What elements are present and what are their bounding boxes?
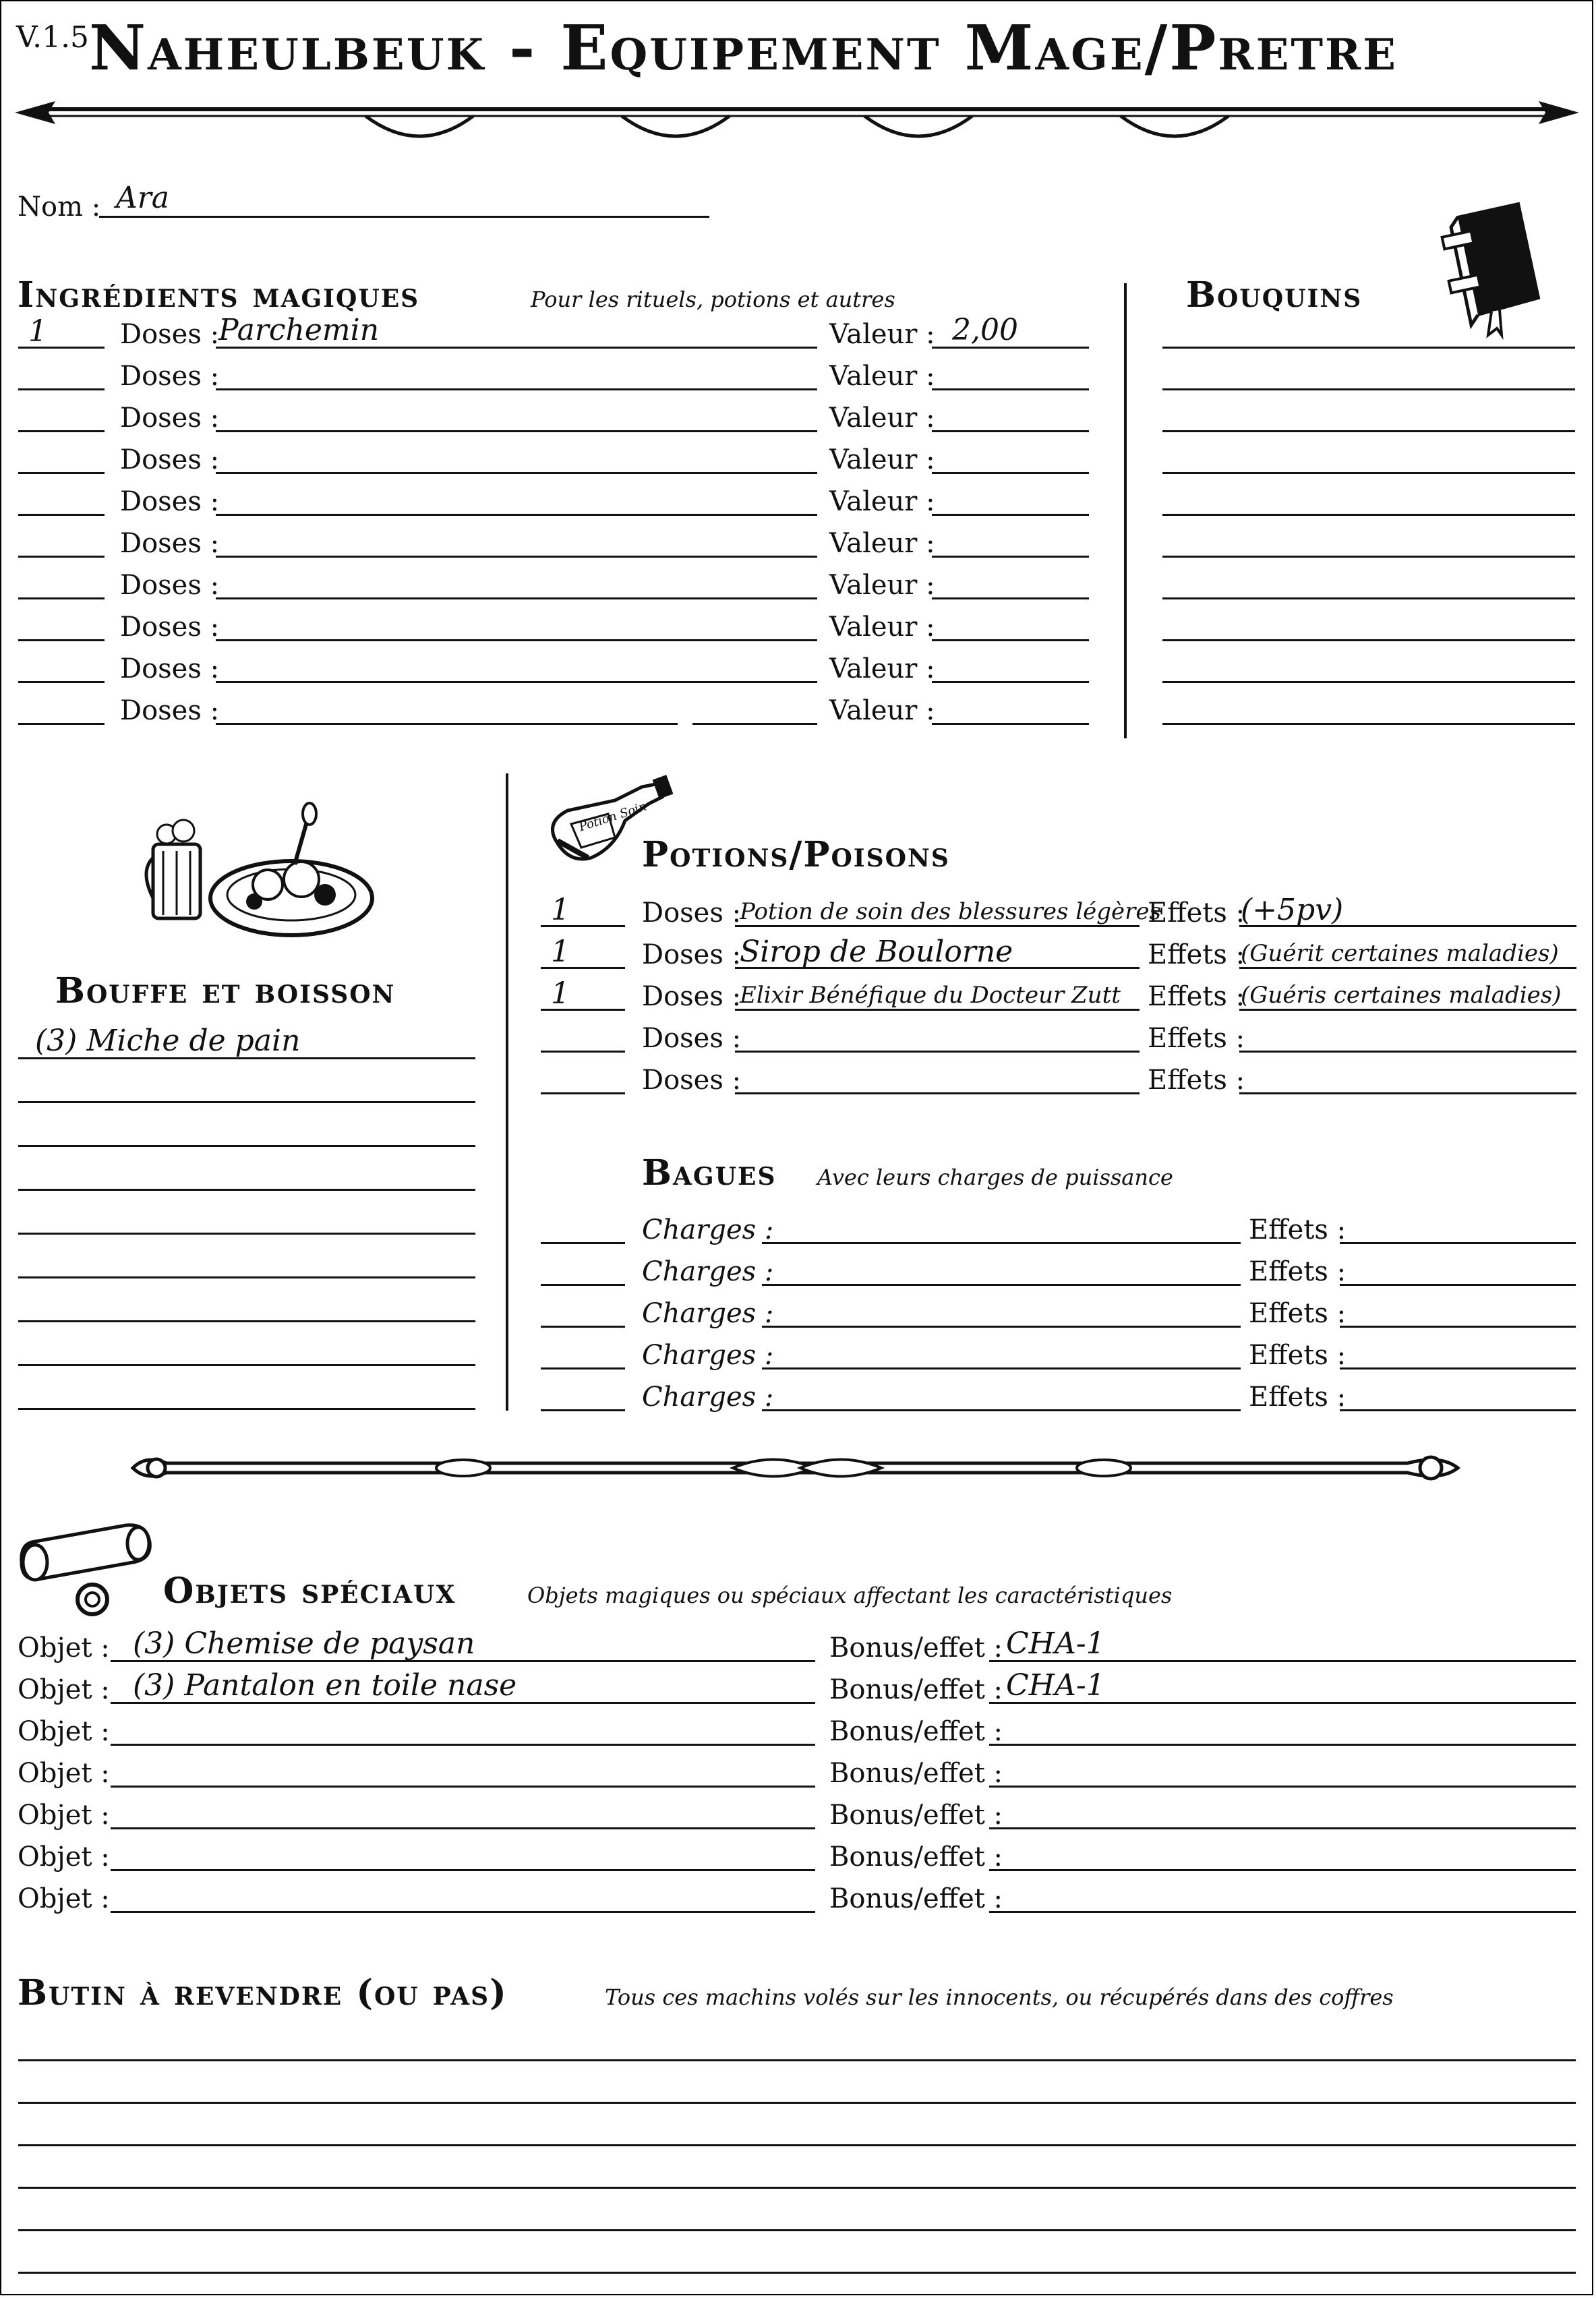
objet-name[interactable]: (3) Pantalon en toile nase bbox=[133, 1668, 517, 1703]
ingredient-valeur-label: Valeur : bbox=[829, 528, 935, 559]
bague-charges-label: Charges : bbox=[642, 1298, 774, 1329]
ingredient-valeur-label: Valeur : bbox=[829, 570, 935, 601]
ingredients-heading: Ingrédients magiques bbox=[18, 274, 420, 316]
bouffe-line[interactable] bbox=[18, 1189, 475, 1191]
ingredient-qty-line[interactable] bbox=[18, 723, 105, 725]
ingredient-qty-line[interactable] bbox=[18, 556, 105, 558]
ingredient-name-line[interactable] bbox=[216, 681, 817, 683]
ingredient-doses-label: Doses : bbox=[120, 361, 220, 392]
butin-line[interactable] bbox=[18, 2187, 1576, 2189]
bouquin-line[interactable] bbox=[1162, 597, 1575, 599]
bouffe-line[interactable] bbox=[18, 1320, 475, 1322]
potion-effets-label: Effets : bbox=[1148, 939, 1245, 970]
ingredient-doses-label: Doses : bbox=[120, 570, 220, 601]
bague-charges-label: Charges : bbox=[642, 1382, 774, 1413]
butin-line[interactable] bbox=[18, 2229, 1576, 2231]
ingredient-value-line[interactable] bbox=[932, 388, 1089, 390]
butin-line[interactable] bbox=[18, 2059, 1576, 2061]
objet-bonus-label: Bonus/effet : bbox=[829, 1632, 1003, 1663]
potion-name-line[interactable] bbox=[735, 1051, 1140, 1053]
ingredient-valeur-label: Valeur : bbox=[829, 403, 935, 434]
butin-line[interactable] bbox=[18, 2102, 1576, 2104]
objet-bonus-line[interactable] bbox=[989, 1869, 1576, 1871]
bouquin-line[interactable] bbox=[1162, 347, 1575, 349]
potion-doses-label: Doses : bbox=[642, 1065, 742, 1096]
potion-qty[interactable]: 1 bbox=[551, 893, 570, 927]
potion-effets-label: Effets : bbox=[1148, 981, 1245, 1012]
ingredients-divider bbox=[1124, 283, 1127, 738]
potion-effect[interactable]: (+5pv) bbox=[1241, 893, 1344, 927]
objet-bonus-label: Bonus/effet : bbox=[829, 1674, 1003, 1705]
ingredient-value-line[interactable] bbox=[932, 514, 1089, 516]
bouffe-line[interactable] bbox=[18, 1364, 475, 1366]
nom-value[interactable]: Ara bbox=[116, 181, 170, 215]
bouffe-line[interactable] bbox=[18, 1408, 475, 1410]
bouquin-line[interactable] bbox=[1162, 514, 1575, 516]
bouquin-line[interactable] bbox=[1162, 723, 1575, 725]
bague-effect-line[interactable] bbox=[1340, 1367, 1576, 1369]
objet-label: Objet : bbox=[18, 1842, 110, 1873]
ingredient-value-line[interactable] bbox=[932, 597, 1089, 599]
ingredient-doses-label: Doses : bbox=[120, 403, 220, 434]
ingredient-name-line[interactable] bbox=[216, 472, 817, 474]
objet-bonus-label: Bonus/effet : bbox=[829, 1758, 1003, 1789]
version-label: V.1.5 bbox=[16, 20, 90, 55]
objets-subtitle: Objets magiques ou spéciaux affectant les caractéristiques bbox=[527, 1583, 1173, 1608]
objet-bonus[interactable]: CHA-1 bbox=[1006, 1626, 1105, 1661]
bague-charges-line[interactable] bbox=[762, 1326, 1241, 1328]
ingredient-qty-line[interactable] bbox=[18, 514, 105, 516]
potion-name[interactable]: Elixir Bénéfique du Docteur Zutt bbox=[740, 982, 1121, 1009]
ingredient-value[interactable]: 2,00 bbox=[952, 313, 1018, 347]
potions-heading: Potions/Poisons bbox=[642, 834, 950, 875]
ingredient-valeur-label: Valeur : bbox=[829, 444, 935, 475]
potion-name[interactable]: Sirop de Boulorne bbox=[740, 935, 1013, 969]
ingredient-name[interactable]: Parchemin bbox=[218, 313, 380, 347]
bague-qty-line[interactable] bbox=[541, 1409, 625, 1411]
bague-qty-line[interactable] bbox=[541, 1367, 625, 1369]
ingredient-doses-label: Doses : bbox=[120, 528, 220, 559]
bague-effect-line[interactable] bbox=[1340, 1409, 1576, 1411]
bague-effect-line[interactable] bbox=[1340, 1242, 1576, 1244]
potion-effets-label: Effets : bbox=[1148, 1065, 1245, 1096]
ingredient-qty-line[interactable] bbox=[18, 388, 105, 390]
objet-bonus-line[interactable] bbox=[989, 1786, 1576, 1788]
bague-charges-label: Charges : bbox=[642, 1340, 774, 1371]
bouffe-item[interactable]: (3) Miche de pain bbox=[35, 1024, 301, 1058]
ingredient-doses-label: Doses : bbox=[120, 695, 220, 726]
objet-bonus-label: Bonus/effet : bbox=[829, 1716, 1003, 1747]
potion-doses-label: Doses : bbox=[642, 939, 742, 970]
ingredient-valeur-label: Valeur : bbox=[829, 653, 935, 684]
objet-label: Objet : bbox=[18, 1883, 110, 1914]
potion-effets-label: Effets : bbox=[1148, 897, 1245, 929]
potion-name[interactable]: Potion de soin des blessures légères bbox=[740, 898, 1161, 925]
potion-effect[interactable]: (Guérit certaines maladies) bbox=[1241, 940, 1559, 967]
ingredient-valeur-label: Valeur : bbox=[829, 361, 935, 392]
potion-doses-label: Doses : bbox=[642, 981, 742, 1012]
ingredient-name-line-extra[interactable] bbox=[692, 723, 817, 725]
bague-charges-label: Charges : bbox=[642, 1214, 774, 1245]
bague-charges-line[interactable] bbox=[762, 1367, 1241, 1369]
objet-label: Objet : bbox=[18, 1758, 110, 1789]
potion-effect-line[interactable] bbox=[1239, 1009, 1576, 1011]
ingredient-value-line[interactable] bbox=[932, 472, 1089, 474]
objet-bonus-label: Bonus/effet : bbox=[829, 1842, 1003, 1873]
bague-charges-line[interactable] bbox=[762, 1284, 1241, 1286]
bouquins-heading: Bouquins bbox=[1186, 274, 1363, 316]
ingredient-doses-label: Doses : bbox=[120, 444, 220, 475]
objet-bonus-line[interactable] bbox=[989, 1744, 1576, 1746]
ingredient-value-line[interactable] bbox=[932, 723, 1089, 725]
objets-heading: Objets spéciaux bbox=[163, 1570, 456, 1612]
ingredient-name-line[interactable] bbox=[216, 556, 817, 558]
bouffe-line[interactable] bbox=[18, 1145, 475, 1147]
potion-qty-line[interactable] bbox=[541, 1092, 625, 1094]
objet-name-line[interactable] bbox=[111, 1786, 815, 1788]
middle-divider bbox=[506, 773, 508, 1411]
bague-charges-line[interactable] bbox=[762, 1409, 1241, 1411]
ingredient-name-line[interactable] bbox=[216, 388, 817, 390]
objet-label: Objet : bbox=[18, 1716, 110, 1747]
ingredients-subtitle: Pour les rituels, potions et autres bbox=[531, 287, 895, 312]
bague-effets-label: Effets : bbox=[1249, 1382, 1347, 1413]
ingredient-name-line[interactable] bbox=[216, 723, 678, 725]
potion-effect-line[interactable] bbox=[1239, 1051, 1576, 1053]
ingredient-value-line[interactable] bbox=[932, 430, 1089, 432]
bouquin-line[interactable] bbox=[1162, 430, 1575, 432]
potion-qty[interactable]: 1 bbox=[551, 935, 570, 969]
potion-bottle-label: Potion Soin bbox=[577, 799, 649, 835]
ingredient-qty[interactable]: 1 bbox=[28, 314, 47, 349]
potion-effect[interactable]: (Guéris certaines maladies) bbox=[1241, 982, 1562, 1009]
potion-doses-label: Doses : bbox=[642, 1023, 742, 1054]
bouquin-line[interactable] bbox=[1162, 556, 1575, 558]
bouffe-heading: Bouffe et boisson bbox=[55, 970, 396, 1011]
ingredient-value-line[interactable] bbox=[932, 556, 1089, 558]
objet-bonus-label: Bonus/effet : bbox=[829, 1883, 1003, 1914]
potion-qty[interactable]: 1 bbox=[551, 976, 570, 1011]
objet-name-line[interactable] bbox=[111, 1744, 815, 1746]
butin-heading: Butin à revendre (ou pas) bbox=[18, 1972, 508, 2013]
ingredient-name-line[interactable] bbox=[216, 430, 817, 432]
ingredient-doses-label: Doses : bbox=[120, 653, 220, 684]
potion-name-line[interactable] bbox=[735, 925, 1140, 927]
bague-effect-line[interactable] bbox=[1340, 1326, 1576, 1328]
bouquin-line[interactable] bbox=[1162, 388, 1575, 390]
nom-line[interactable] bbox=[99, 216, 709, 218]
ingredient-doses-label: Doses : bbox=[120, 319, 220, 350]
bague-effets-label: Effets : bbox=[1249, 1298, 1347, 1329]
objet-bonus-line[interactable] bbox=[989, 1827, 1576, 1829]
ingredient-doses-label: Doses : bbox=[120, 486, 220, 517]
objet-name-line[interactable] bbox=[111, 1911, 815, 1913]
bouquin-line[interactable] bbox=[1162, 639, 1575, 641]
ingredient-name-line[interactable] bbox=[216, 597, 817, 599]
bague-charges-line[interactable] bbox=[762, 1242, 1241, 1244]
objet-label: Objet : bbox=[18, 1632, 110, 1663]
ingredient-qty-line[interactable] bbox=[18, 639, 105, 641]
bague-qty-line[interactable] bbox=[541, 1326, 625, 1328]
bague-effets-label: Effets : bbox=[1249, 1340, 1347, 1371]
potion-qty-line[interactable] bbox=[541, 1051, 625, 1053]
spear-ornament bbox=[15, 89, 1579, 150]
ingredient-qty-line[interactable] bbox=[18, 681, 105, 683]
ingredient-valeur-label: Valeur : bbox=[829, 319, 935, 350]
ingredient-name-line[interactable] bbox=[216, 514, 817, 516]
bagues-subtitle: Avec leurs charges de puissance bbox=[817, 1165, 1173, 1190]
butin-line[interactable] bbox=[18, 2144, 1576, 2146]
potion-effect-line[interactable] bbox=[1239, 1092, 1576, 1094]
ingredient-valeur-label: Valeur : bbox=[829, 695, 935, 726]
nom-label: Nom : bbox=[18, 192, 101, 223]
bague-qty-line[interactable] bbox=[541, 1284, 625, 1286]
book-icon bbox=[1438, 197, 1545, 338]
page-title: Naheulbeuk - Equipement Mage/Pretre bbox=[89, 11, 1398, 84]
ingredient-name-line[interactable] bbox=[216, 639, 817, 641]
objet-label: Objet : bbox=[18, 1674, 110, 1705]
objet-name-line[interactable] bbox=[111, 1869, 815, 1871]
ingredient-valeur-label: Valeur : bbox=[829, 486, 935, 517]
food-drink-illustration bbox=[140, 804, 376, 945]
butin-line[interactable] bbox=[18, 2272, 1576, 2274]
bague-qty-line[interactable] bbox=[541, 1242, 625, 1244]
ingredient-qty-line[interactable] bbox=[18, 597, 105, 599]
potion-effect-line[interactable] bbox=[1239, 967, 1576, 969]
bague-effect-line[interactable] bbox=[1340, 1284, 1576, 1286]
objet-name-line[interactable] bbox=[111, 1827, 815, 1829]
bouffe-line[interactable] bbox=[18, 1101, 475, 1103]
ingredient-doses-label: Doses : bbox=[120, 612, 220, 643]
ingredient-value-line[interactable] bbox=[932, 639, 1089, 641]
potion-effets-label: Effets : bbox=[1148, 1023, 1245, 1054]
potion-name-line[interactable] bbox=[735, 1092, 1140, 1094]
bouquin-line[interactable] bbox=[1162, 472, 1575, 474]
objet-name[interactable]: (3) Chemise de paysan bbox=[133, 1626, 475, 1661]
potion-name-line[interactable] bbox=[735, 1009, 1140, 1011]
ingredient-qty-line[interactable] bbox=[18, 430, 105, 432]
objet-label: Objet : bbox=[18, 1800, 110, 1831]
scroll-ring-icon bbox=[18, 1515, 160, 1616]
bagues-heading: Bagues bbox=[642, 1152, 777, 1194]
staff-ornament bbox=[126, 1444, 1461, 1498]
potion-doses-label: Doses : bbox=[642, 897, 742, 929]
bouffe-line[interactable] bbox=[18, 1276, 475, 1278]
bouquin-line[interactable] bbox=[1162, 681, 1575, 683]
bague-effets-label: Effets : bbox=[1249, 1214, 1347, 1245]
objet-bonus[interactable]: CHA-1 bbox=[1006, 1668, 1105, 1703]
bague-charges-label: Charges : bbox=[642, 1256, 774, 1287]
objet-bonus-line[interactable] bbox=[989, 1911, 1576, 1913]
ingredient-qty-line[interactable] bbox=[18, 472, 105, 474]
bouffe-line[interactable] bbox=[18, 1233, 475, 1235]
ingredient-value-line[interactable] bbox=[932, 681, 1089, 683]
bague-effets-label: Effets : bbox=[1249, 1256, 1347, 1287]
butin-subtitle: Tous ces machins volés sur les innocents, ou récupérés dans des coffres bbox=[605, 1984, 1394, 2010]
objet-bonus-label: Bonus/effet : bbox=[829, 1800, 1003, 1831]
ingredient-valeur-label: Valeur : bbox=[829, 612, 935, 643]
